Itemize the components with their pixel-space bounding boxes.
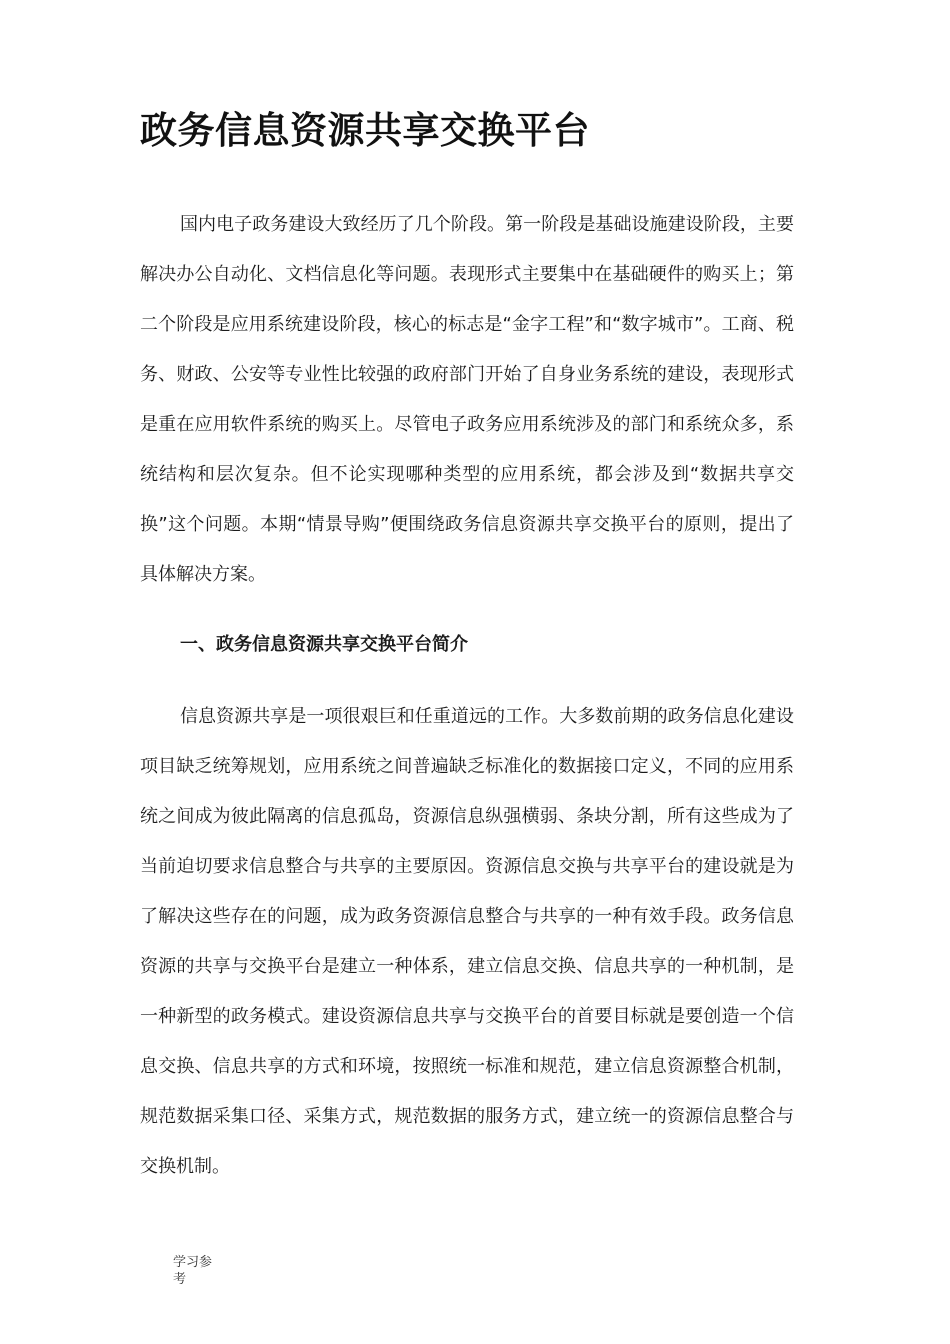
section-paragraph: 信息资源共享是一项很艰巨和任重道远的工作。大多数前期的政务信息化建设项目缺乏统筹规划，应用系统之间普遍缺乏标准化的数据接口定义，不同的应用系统之间成为彼此隔离的信息孤岛，资源信息纵强横弱、条块分割，所有这些成为了当前迫切要求信息整合与共享的主要原因。资源信息交换与共享平台的建设就是为了解决这些存在的问题，成为政务资源信息整合与共享的一种有效手段。政务信息资源的共享与交换平台是建立一种体系，建立信息交换、信息共享的一种机制，是一种新型的政务模式。建设资源信息共享与交换平台的首要目标就是要创造一个信息交换、信息共享的方式和环境，按照统一标准和规范，建立信息资源整合机制，规范数据采集口径、采集方式，规范数据的服务方式，建立统一的资源信息整合与交换机制。 [140,706,794,1177]
section-heading: 一、政务信息资源共享交换平台简介 [180,634,468,655]
document-title: 政务信息资源共享交换平台 [140,109,590,152]
footer-note: 学习参考 [173,1255,213,1287]
intro-paragraph: 国内电子政务建设大致经历了几个阶段。第一阶段是基础设施建设阶段，主要解决办公自动化、文档信息化等问题。表现形式主要集中在基础硬件的购买上；第二个阶段是应用系统建设阶段，核心的标志是“金字工程”和“数字城市”。工商、税务、财政、公安等专业性比较强的政府部门开始了自身业务系统的建设，表现形式是重在应用软件系统的购买上。尽管电子政务应用系统涉及的部门和系统众多，系统结构和层次复杂。但不论实现哪种类型的应用系统，都会涉及到“数据共享交换”这个问题。本期“情景导购”便围绕政务信息资源共享交换平台的原则，提出了具体解决方案。 [140,214,794,585]
